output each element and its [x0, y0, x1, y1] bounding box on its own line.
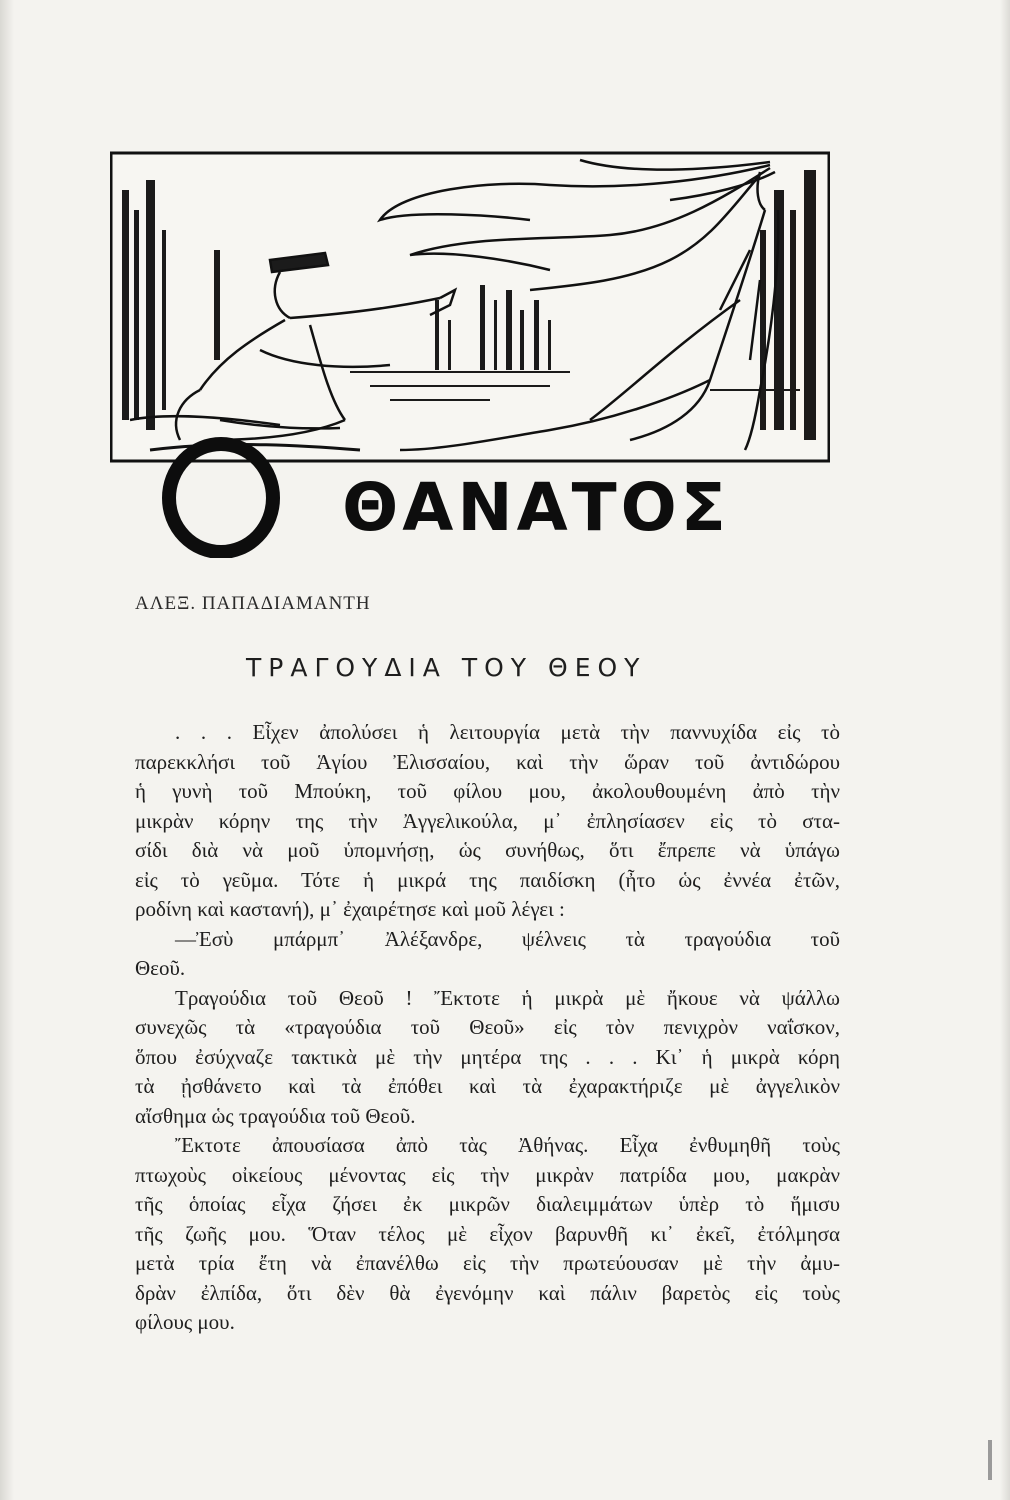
body-line: φίλους μου.	[135, 1310, 235, 1334]
section-title: ΤΡΑΓΟΥΔΙΑ ΤΟΥ ΘΕΟΥ	[246, 653, 647, 682]
article-body	[135, 718, 840, 1338]
body-line: παρεκκλήσι τοῦ Ἁγίου Ἐλισσαίου, καὶ τὴν ὥραν τοῦ ἀντιδώρου	[135, 749, 840, 774]
body-line: αἴσθημα ὡς τραγούδια τοῦ Θεοῦ.	[135, 1103, 416, 1128]
title-word-text: ΘΑΝΑΤΟΣ	[342, 470, 730, 540]
title-initial-text: Ο	[160, 436, 161, 437]
body-line: Τραγούδια τοῦ Θεοῦ ! Ἔκτοτε ἡ μικρὰ μὲ ἤκουε νὰ ψάλλω	[175, 985, 840, 1010]
title-word	[296, 470, 776, 540]
body-line: δρὰν ἐλπίδα, ὅτι δὲν θὰ ἐγενόμην καὶ πάλιν βαρετὸς εἰς τοὺς	[135, 1280, 840, 1305]
body-line: ἡ γυνὴ τοῦ Μπούκη, τοῦ φίλου μου, ἀκολουθουμένη ἀπὸ τὴν	[135, 779, 840, 803]
body-line: Θεοῦ.	[135, 956, 186, 980]
body-line: σίδι διὰ νὰ μοῦ ὑπομνήσῃ, ὡς συνήθως, ὅτι ἔπρεπε νὰ ὑπάγω	[135, 838, 840, 862]
body-line: τῆς ὁποίας εἶχα ζήσει ἐκ μικρῶν διαλειμμάτων ὑπὲρ τὸ ἥμισυ	[135, 1192, 840, 1216]
body-line: Ἔκτοτε ἀπουσίασα ἀπὸ τὰς Ἀθήνας. Εἶχα ἐνθυμηθῆ τοὺς	[175, 1133, 840, 1157]
body-line: εἰς τὸ γεῦμα. Τότε ἡ μικρά της παιδίσκη (ἦτο ὡς ἐννέα ἐτῶν,	[135, 867, 840, 892]
header-illustration	[110, 150, 830, 466]
body-line: ὅπου ἐσύχναζε τακτικὰ μὲ τὴν μητέρα της . . . Κι᾽ ἡ μικρὰ κόρη	[135, 1044, 840, 1069]
body-line: . . . Εἶχεν ἀπολύσει ἡ λειτουργία μετὰ τὴν παννυχίδα εἰς τὸ	[175, 720, 840, 744]
body-line: συνεχῶς τὰ «τραγούδια τοῦ Θεοῦ» εἰς τὸν πενιχρὸν ναΐσκον,	[135, 1015, 840, 1039]
body-line: μικρὰν κόρην της τὴν Ἀγγελικούλα, μ᾽ ἐπλησίασεν εἰς τὸ στα-	[135, 808, 840, 833]
scan-left-edge	[0, 0, 14, 1500]
body-line: τῆς ζωῆς μου. Ὅταν τέλος μὲ εἶχον βαρυνθῆ κι᾽ ἐκεῖ, ἐτόλμησα	[135, 1221, 840, 1246]
title-initial	[160, 436, 282, 558]
body-line: τὰ ᾐσθάνετο καὶ τὰ ἐπόθει καὶ τὰ ἐχαρακτήριζε μὲ ἀγγελικὸν	[135, 1074, 840, 1098]
body-line: πτωχοὺς οἰκείους μένοντας εἰς τὴν μικρὰν πατρίδα μου, μακρὰν	[135, 1162, 840, 1187]
author-byline: ΑΛΕΞ. ΠΑΠΑΔΙΑΜΑΝΤΗ	[135, 593, 371, 614]
body-line: —Ἐσὺ μπάρμπ᾽ Ἀλέξανδρε, ψέλνεις τὰ τραγούδια τοῦ	[175, 926, 840, 951]
body-line: ροδίνη καὶ καστανή), μ᾽ ἐχαιρέτησε καὶ μοῦ λέγει :	[135, 897, 565, 921]
body-line: μετὰ τρία ἔτη νὰ ἐπανέλθω εἰς τὴν πρωτεύουσαν μὲ τὴν ἀμυ-	[135, 1251, 840, 1275]
scan-right-edge	[1000, 0, 1010, 1500]
death-illustration	[110, 150, 830, 466]
scan-artifact	[988, 1440, 992, 1480]
